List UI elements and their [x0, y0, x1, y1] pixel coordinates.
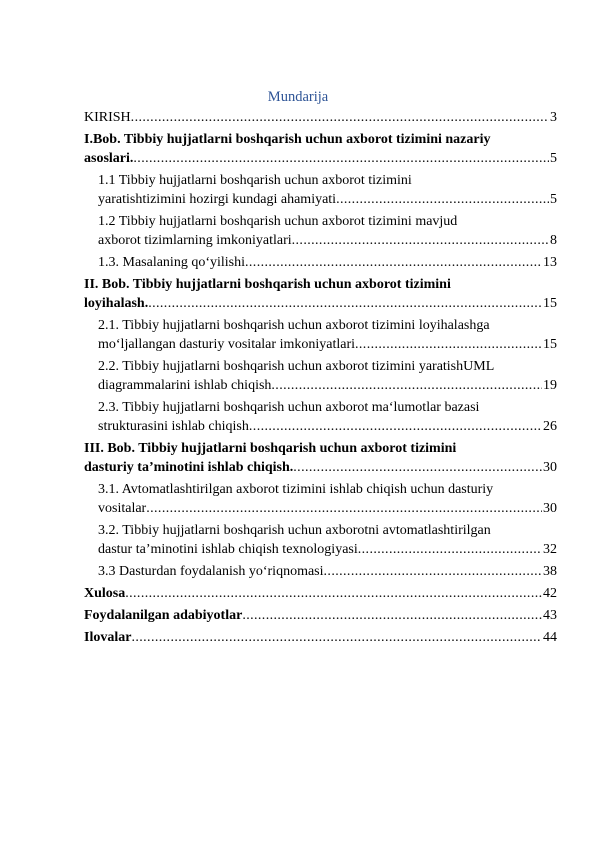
toc-entry-text: 3.3 Dasturdan foydalanish yo‘riqnomasi — [98, 564, 324, 579]
toc-entry[interactable] — [84, 316, 557, 354]
toc-entry-line: II. Bob. Tibbiy hujjatlarni boshqarish uchun axborot tizimini — [84, 277, 451, 292]
toc-entry-leader-row — [84, 149, 557, 168]
toc-page-number: 8 — [550, 233, 557, 248]
toc-entry-leader-row — [84, 294, 557, 313]
toc-entry-text: vositalar — [98, 501, 147, 516]
toc-entry-text: Xulosa — [84, 586, 126, 601]
toc-page-number: 44 — [543, 630, 557, 645]
toc-entry-line: III. Bob. Tibbiy hujjatlarni boshqarish uchun axborot tizimini — [84, 441, 457, 456]
toc-entry-leader-row — [98, 376, 557, 395]
toc-page-number: 5 — [550, 192, 557, 207]
dot-leader — [336, 190, 549, 209]
toc-page-number: 32 — [543, 542, 557, 557]
toc-entry-leader-row — [98, 335, 557, 354]
toc-page-number: 30 — [543, 501, 557, 516]
toc-page-number: 3 — [550, 110, 557, 125]
toc-entry-leader-row — [98, 540, 557, 559]
toc-entry-text: mo‘ljallangan dasturiy vositalar imkoniyatlari — [98, 337, 355, 352]
toc-entry[interactable] — [84, 398, 557, 436]
toc-entry-text: diagrammalarini ishlab chiqish — [98, 378, 272, 393]
toc-entry-text: axborot tizimlarning imkoniyatlari — [98, 233, 292, 248]
toc-entry[interactable] — [84, 480, 557, 518]
toc-entry-text: dasturiy ta’minotini ishlab chiqish. — [84, 460, 294, 475]
toc-entry-text: dastur ta’minotini ishlab chiqish texnologiyasi — [98, 542, 358, 557]
toc-entry-leader-row — [84, 628, 557, 647]
toc-entry-text: KIRISH — [84, 110, 131, 125]
toc-entry[interactable] — [84, 606, 557, 625]
toc-entry[interactable] — [84, 439, 557, 477]
dot-leader — [324, 562, 542, 581]
dot-leader — [271, 376, 542, 395]
toc-page-number: 42 — [543, 586, 557, 601]
toc-entry-leader-row — [84, 108, 557, 127]
dot-leader — [146, 499, 542, 518]
toc-page-number: 15 — [543, 296, 557, 311]
toc-page-number: 13 — [543, 255, 557, 270]
toc-entry-line: 2.2. Tibbiy hujjatlarni boshqarish uchun axborot tizimini yaratishUML — [98, 359, 495, 374]
dot-leader — [293, 458, 542, 477]
toc-page-number: 5 — [550, 151, 557, 166]
toc-page-number: 38 — [543, 564, 557, 579]
toc-entry[interactable] — [84, 562, 557, 581]
toc-entry-leader-row — [98, 253, 557, 272]
dot-leader — [125, 584, 542, 603]
toc-entry-leader-row — [98, 417, 557, 436]
dot-leader — [292, 231, 549, 250]
toc-entry[interactable] — [84, 584, 557, 603]
toc-entry[interactable] — [84, 253, 557, 272]
toc-entry-leader-row — [98, 231, 557, 250]
dot-leader — [242, 606, 542, 625]
toc-entry-text: 1.3. Masalaning qo‘yilishi — [98, 255, 245, 270]
toc-entry[interactable] — [84, 108, 557, 127]
toc-entry-text: loyihalash. — [84, 296, 149, 311]
toc-entry-leader-row — [98, 499, 557, 518]
toc-entry[interactable] — [84, 275, 557, 313]
toc-page-number: 19 — [543, 378, 557, 393]
toc-entry-line: 1.2 Tibbiy hujjatlarni boshqarish uchun axborot tizimini mavjud — [98, 214, 458, 229]
toc-entry[interactable] — [84, 521, 557, 559]
toc-entry-leader-row — [84, 606, 557, 625]
dot-leader — [148, 294, 542, 313]
dot-leader — [245, 253, 542, 272]
toc-entry-line: 3.2. Tibbiy hujjatlarni boshqarish uchun axborotni avtomatlashtirilgan — [98, 523, 491, 538]
toc-entry-line: 2.1. Tibbiy hujjatlarni boshqarish uchun axborot tizimini loyihalashga — [98, 318, 490, 333]
toc-entry[interactable] — [84, 357, 557, 395]
table-of-contents — [84, 108, 557, 650]
toc-entry-line: I.Bob. Tibbiy hujjatlarni boshqarish uchun axborot tizimini nazariy — [84, 132, 491, 147]
toc-title: Mundarija — [267, 89, 329, 105]
dot-leader — [133, 149, 549, 168]
toc-entry-text: strukturasini ishlab chiqish — [98, 419, 249, 434]
toc-page-number: 30 — [543, 460, 557, 475]
dot-leader — [358, 540, 542, 559]
toc-entry-leader-row — [98, 562, 557, 581]
toc-entry[interactable] — [84, 130, 557, 168]
toc-entry-text: yaratishtizimini hozirgi kundagi ahamiyati — [98, 192, 337, 207]
dot-leader — [355, 335, 542, 354]
toc-page-number: 26 — [543, 419, 557, 434]
toc-entry-line: 1.1 Tibbiy hujjatlarni boshqarish uchun axborot tizimini — [98, 173, 412, 188]
toc-entry-line: 3.1. Avtomatlashtirilgan axborot tizimini ishlab chiqish uchun dasturiy — [98, 482, 494, 497]
dot-leader — [249, 417, 542, 436]
toc-entry-leader-row — [84, 584, 557, 603]
toc-entry[interactable] — [84, 212, 557, 250]
toc-entry-leader-row — [84, 458, 557, 477]
toc-page-number: 43 — [543, 608, 557, 623]
dot-leader — [131, 628, 542, 647]
toc-entry[interactable] — [84, 628, 557, 647]
dot-leader — [131, 108, 549, 127]
toc-page-number: 15 — [543, 337, 557, 352]
toc-entry-leader-row — [98, 190, 557, 209]
toc-entry-text: Ilovalar — [84, 630, 132, 645]
toc-entry[interactable] — [84, 171, 557, 209]
toc-entry-text: asoslari. — [84, 151, 134, 166]
toc-entry-line: 2.3. Tibbiy hujjatlarni boshqarish uchun axborot ma‘lumotlar bazasi — [98, 400, 480, 415]
toc-entry-text: Foydalanilgan adabiyotlar — [84, 608, 243, 623]
